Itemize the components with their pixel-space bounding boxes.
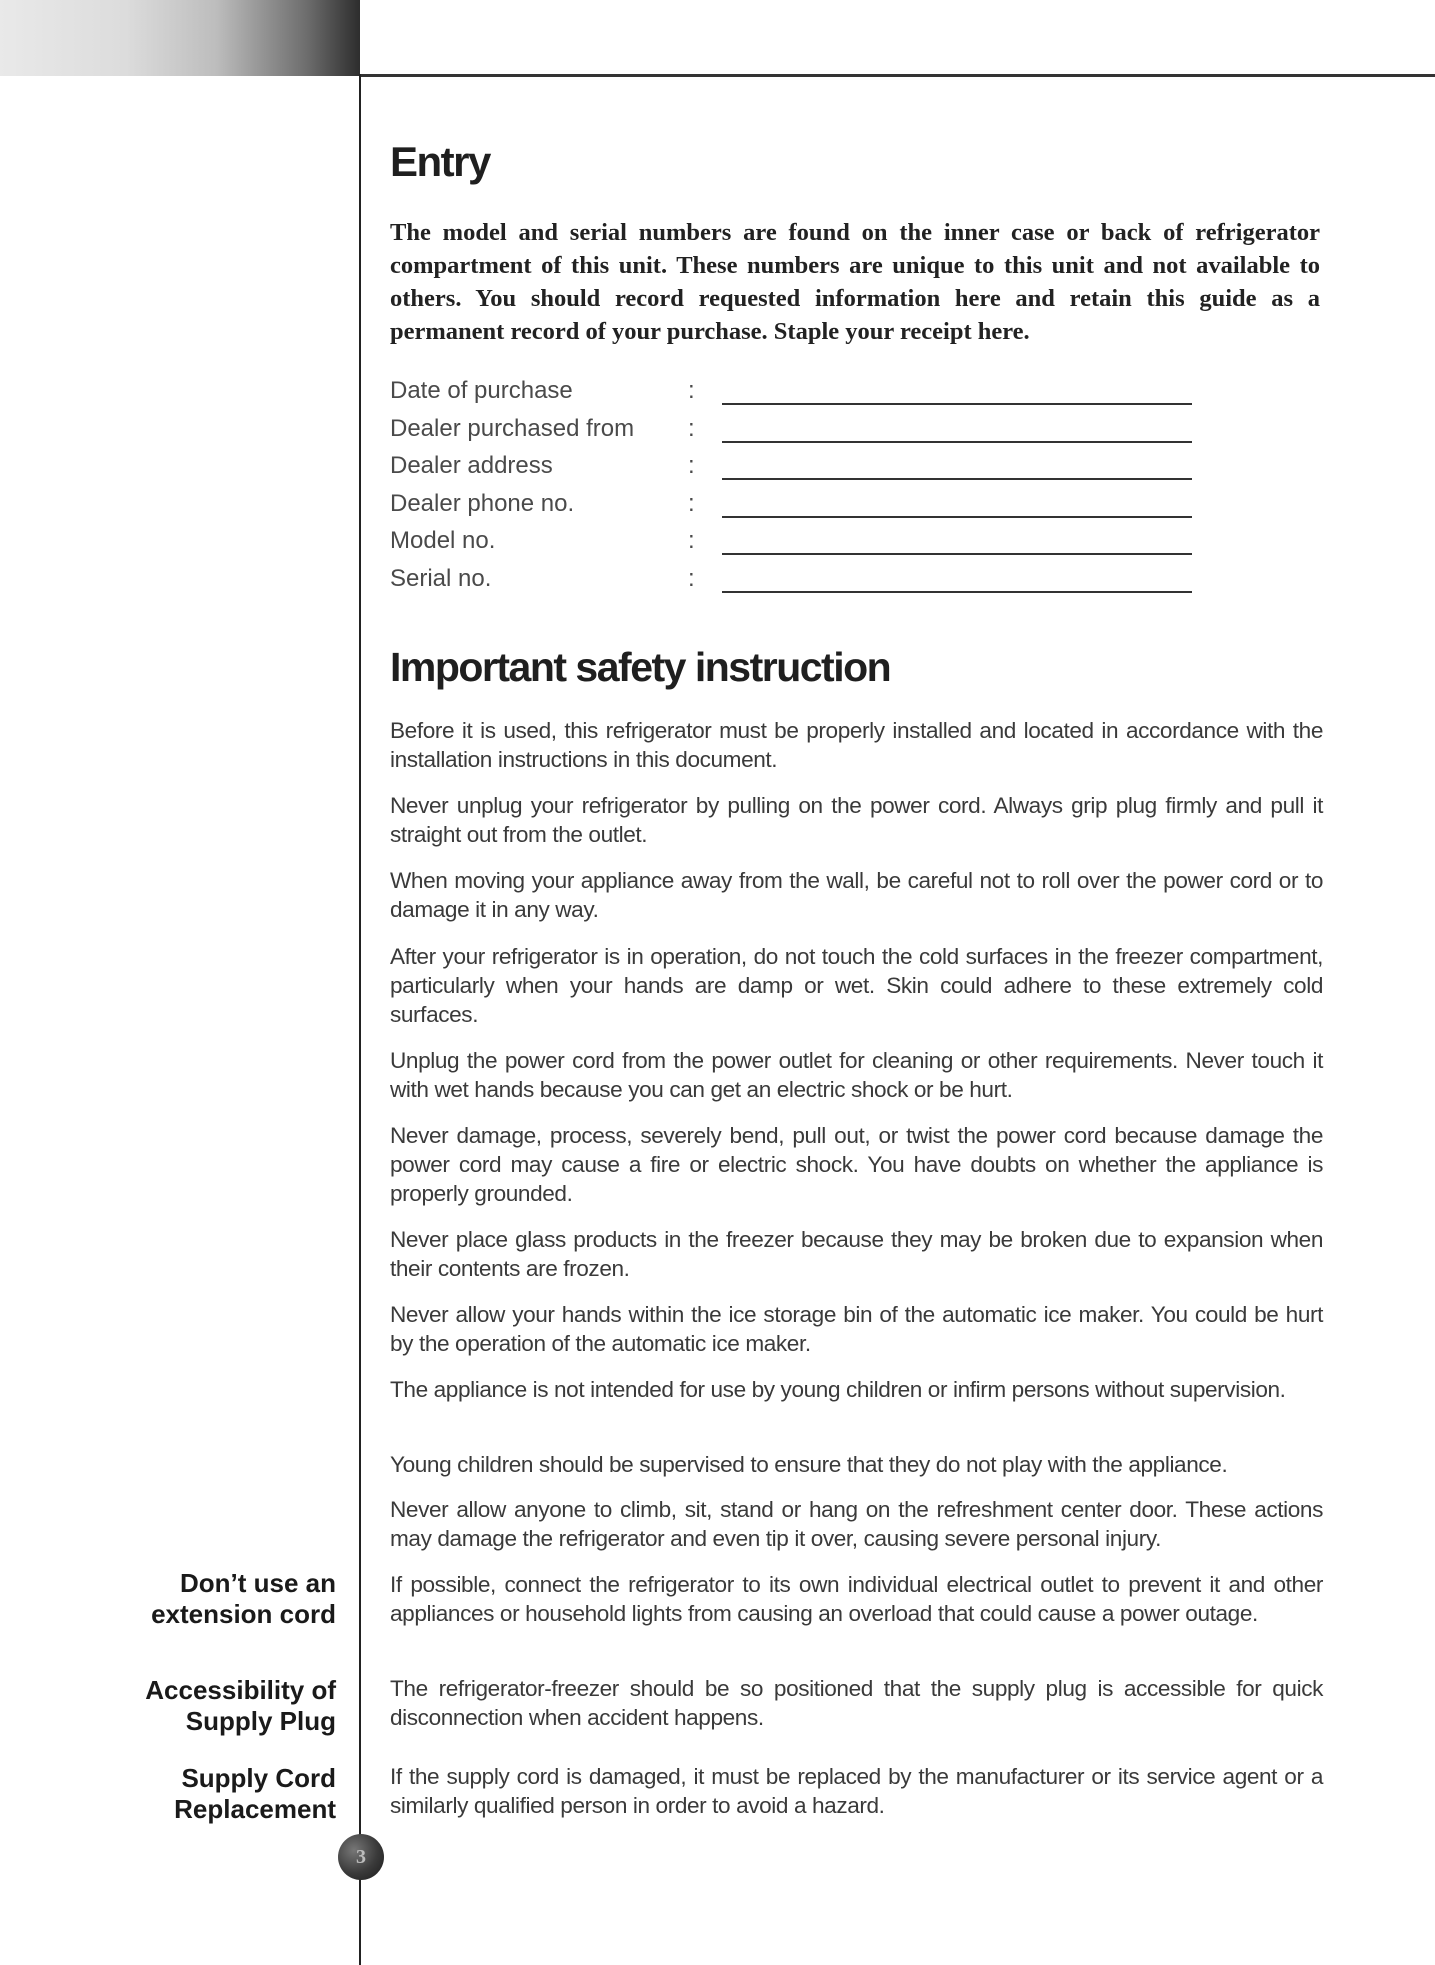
form-colon: : <box>688 489 695 517</box>
safety-paragraph: Unplug the power cord from the power outlet for cleaning or other requirements. Never touch it with wet hands because you can get an electric shock or be hurt. <box>390 1048 1323 1102</box>
form-label: Dealer address <box>390 452 553 479</box>
form-row-model-no <box>390 526 1323 564</box>
form-row-serial-no <box>390 564 1323 602</box>
safety-paragraph: The refrigerator-freezer should be so positioned that the supply plug is accessible for quick disconnection when accident happens. <box>390 1676 1323 1730</box>
entry-title: Entry <box>390 138 490 185</box>
blank-line <box>722 441 1192 443</box>
form-colon: : <box>688 564 695 592</box>
blank-line <box>722 591 1192 593</box>
safety-paragraph: Never allow your hands within the ice storage bin of the automatic ice maker. You could be hurt by the operation of the automatic ice maker. <box>390 1302 1323 1356</box>
form-row-dealer-phone <box>390 489 1323 527</box>
header-corner-tab <box>0 0 360 76</box>
form-label: Serial no. <box>390 564 492 592</box>
side-label-line: extension cord <box>151 1599 336 1629</box>
safety-paragraph: Never allow anyone to climb, sit, stand or hang on the refreshment center door. These actions may damage the refrigerator and even tip it over, causing severe personal injury. <box>390 1497 1323 1551</box>
form-label: Dealer purchased from <box>390 414 635 442</box>
blank-line <box>722 478 1192 480</box>
form-label: Dealer phone no. <box>390 489 575 517</box>
form-colon: : <box>688 527 695 554</box>
entry-intro: The model and serial numbers are found on the inner case or back of refrigerator compartment of this unit. These numbers are unique to this unit and not available to others. You should record requested information here and retain this guide as a permanent record of your purchase. Staple your receipt here. <box>390 219 1320 345</box>
header-rule <box>360 74 1435 77</box>
safety-paragraph: Never damage, process, severely bend, pull out, or twist the power cord because damage the power cord may cause a fire or electric shock. You have doubts on whether the appliance is properly grounded. <box>390 1123 1323 1206</box>
side-label-supply-cord <box>174 1763 336 1825</box>
form-colon: : <box>688 452 695 479</box>
form-colon: : <box>688 414 695 442</box>
side-label-line: Supply Plug <box>185 1706 336 1736</box>
safety-paragraph: The appliance is not intended for use by young children or infirm persons without supervision. <box>390 1377 1286 1402</box>
form-row-dealer-address <box>390 451 1323 489</box>
safety-paragraph: After your refrigerator is in operation, do not touch the cold surfaces in the freezer compartment, particularly when your hands are damp or wet. Skin could adhere to these extremely cold surfaces. <box>390 944 1323 1027</box>
safety-paragraph: If possible, connect the refrigerator to its own individual electrical outlet to prevent it and other appliances or household lights from causing an overload that could cause a power outage. <box>390 1572 1323 1626</box>
safety-paragraph: Young children should be supervised to ensure that they do not play with the appliance. <box>390 1452 1228 1477</box>
blank-line <box>722 553 1192 555</box>
form-row-date-of-purchase <box>390 376 1323 414</box>
purchase-record-form <box>390 376 1323 601</box>
safety-paragraph: Before it is used, this refrigerator must be properly installed and located in accordance with the installation instructions in this document. <box>390 718 1323 772</box>
form-label: Model no. <box>390 527 496 554</box>
side-label-line: Replacement <box>174 1794 336 1824</box>
side-label-line: Don’t use an <box>179 1568 336 1598</box>
safety-paragraph: Never unplug your refrigerator by pulling on the power cord. Always grip plug firmly and pull it straight out from the outlet. <box>390 793 1323 847</box>
side-label-extension-cord <box>151 1568 336 1630</box>
side-label-line: Accessibility of <box>145 1675 336 1705</box>
safety-title: Important safety instruction <box>390 644 891 690</box>
side-label-line: Supply Cord <box>181 1763 336 1793</box>
blank-line <box>722 516 1192 518</box>
form-label: Date of purchase <box>390 377 573 404</box>
page-number-badge: 3 <box>338 1834 384 1880</box>
safety-paragraph: When moving your appliance away from the wall, be careful not to roll over the power cord or to damage it in any way. <box>390 868 1323 922</box>
side-label-supply-plug <box>145 1675 336 1737</box>
margin-rule <box>359 74 361 1965</box>
safety-paragraph: If the supply cord is damaged, it must be replaced by the manufacturer or its service agent or a similarly qualified person in order to avoid a hazard. <box>390 1764 1323 1818</box>
form-row-dealer-purchased-from <box>390 414 1323 452</box>
form-colon: : <box>688 377 695 404</box>
safety-paragraph: Never place glass products in the freezer because they may be broken due to expansion when their contents are frozen. <box>390 1227 1323 1281</box>
blank-line <box>722 403 1192 405</box>
